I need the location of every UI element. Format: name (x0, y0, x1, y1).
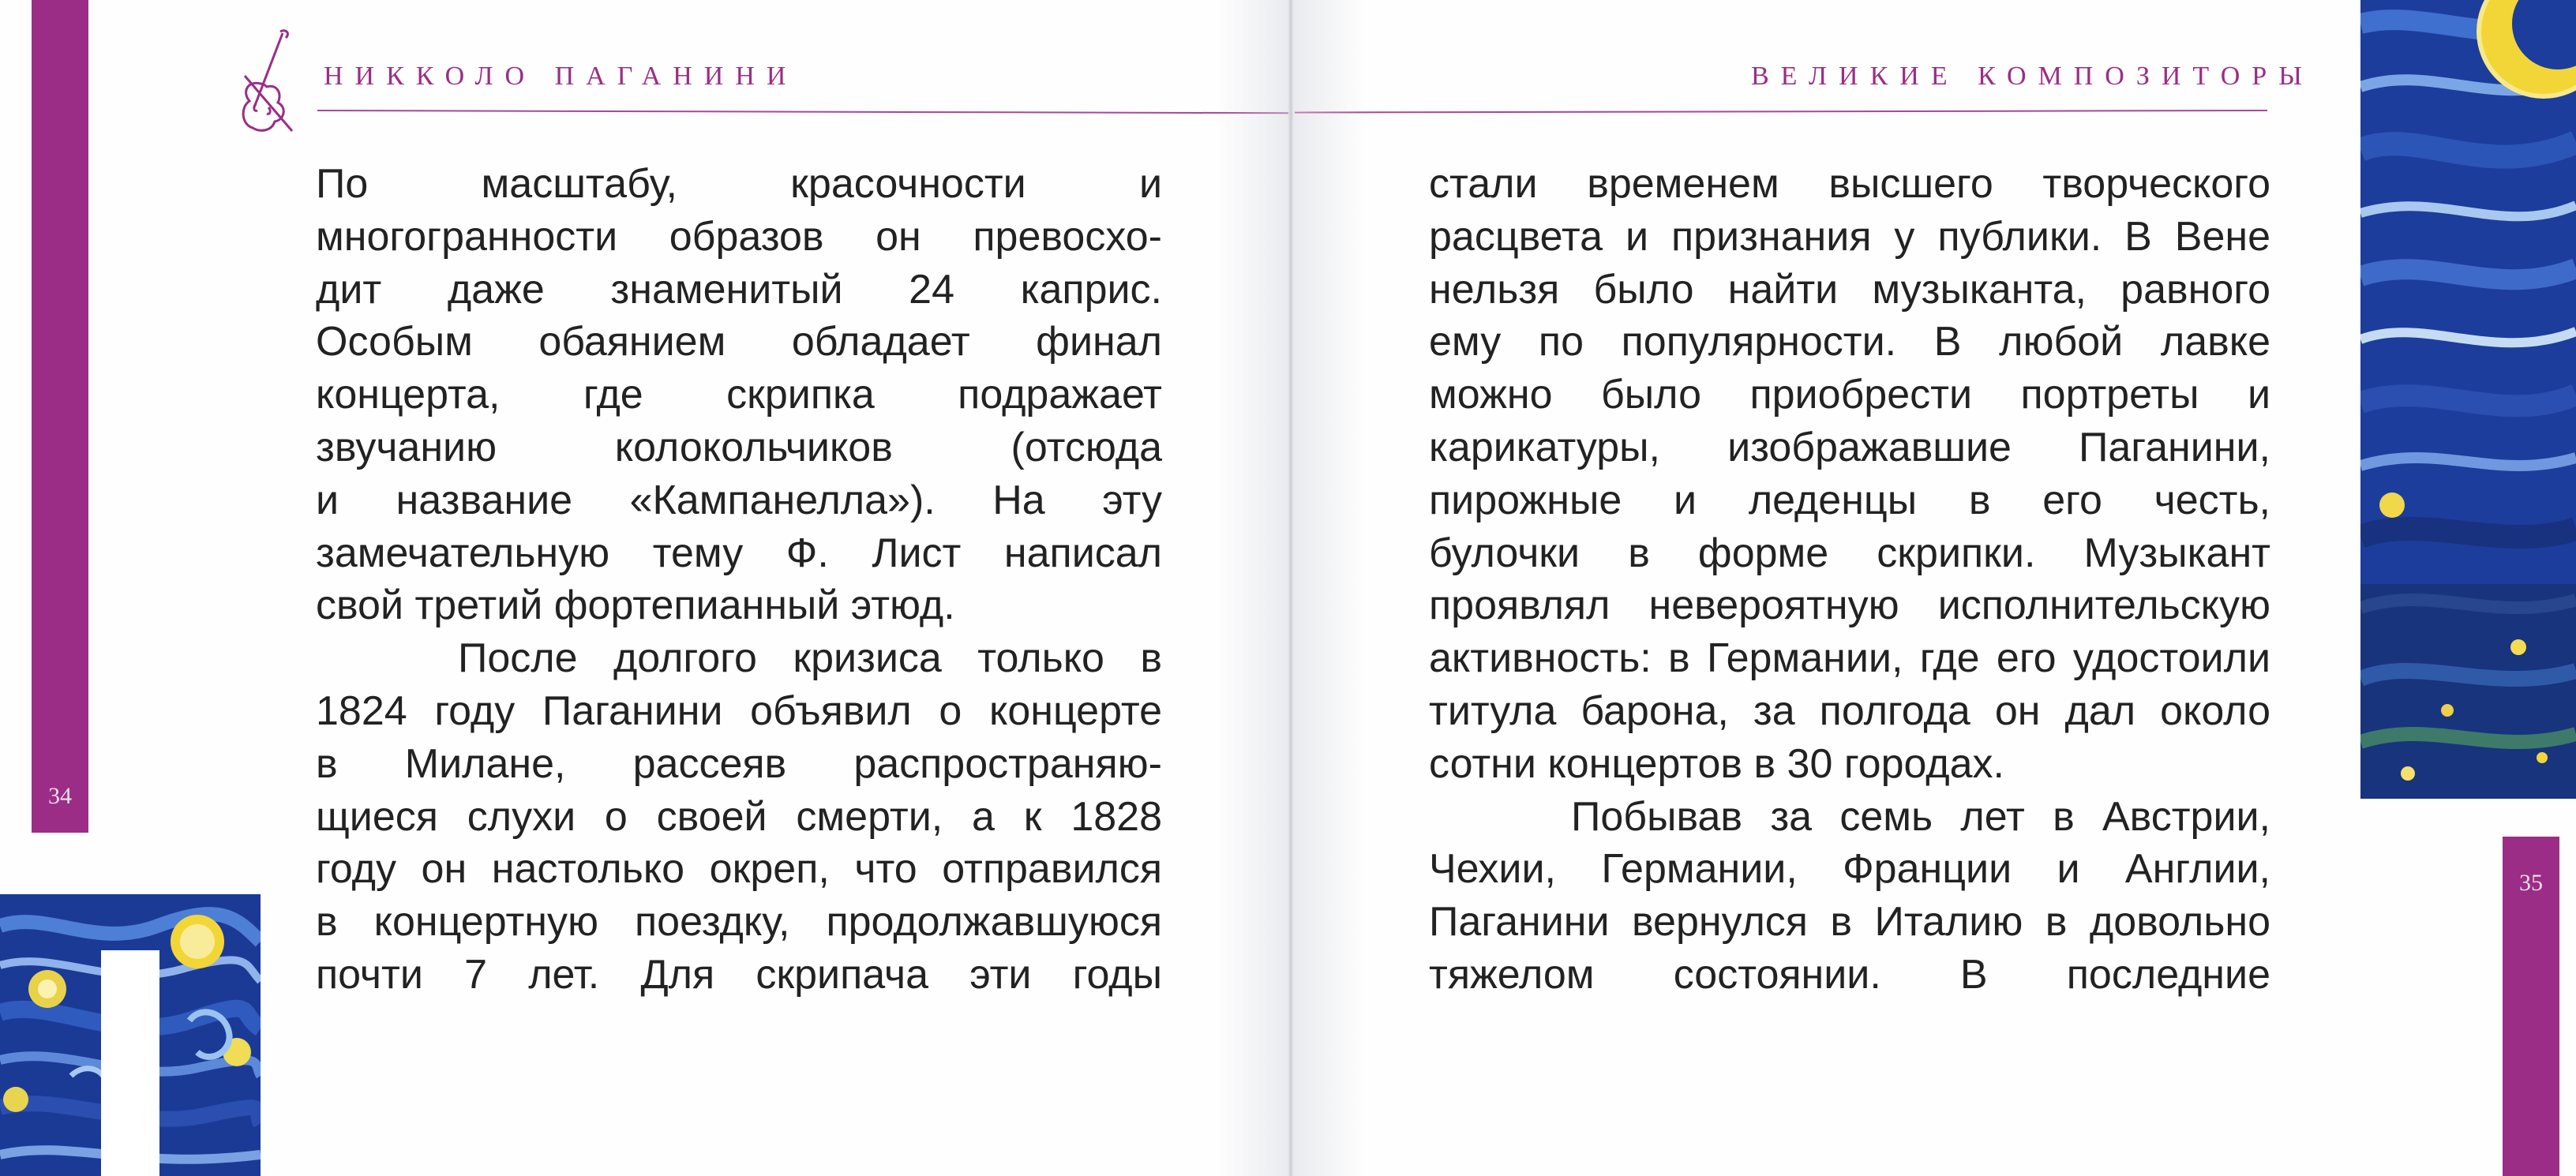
text-line: сотни концертов в 30 городах. (1429, 740, 2004, 787)
text-line: свой третий фортепианный этюд. (316, 582, 955, 629)
text-line: в концертную поездку, продолжавшуюся (316, 899, 1162, 946)
text-line: звучанию колокольчиков (отсюда (316, 424, 1162, 470)
text-line: проявлял невероятную исполнительскую (1429, 582, 2270, 629)
text-line: и название «Кампанелла»). На эту (316, 477, 1162, 523)
text-line: активность: в Германии, где его удостоили (1429, 635, 2270, 682)
text-line: Побывав за семь лет в Австрии, (1571, 793, 2270, 840)
text-line: Чехии, Германии, Франции и Англии, (1429, 846, 2270, 893)
left-accent-bar (32, 0, 88, 833)
painting-white-cutout (101, 950, 159, 1176)
text-line: ему по популярности. В любой лавке (1429, 319, 2270, 365)
text-line: замечательную тему Ф. Лист написал (316, 530, 1162, 576)
left-running-head: НИККОЛО ПАГАНИНИ (324, 62, 798, 91)
text-line: карикатуры, изображавшие Паганини, (1429, 424, 2270, 470)
text-line: дит даже знаменитый 24 каприс. (316, 266, 1162, 313)
text-line: 1824 году Паганини объявил о концерте (316, 687, 1162, 734)
text-line: щиеся слухи о своей смерти, а к 1828 (316, 793, 1162, 840)
text-line: После долгого кризиса только в (458, 635, 1162, 682)
starry-night-painting-strip (2360, 0, 2576, 799)
text-line: многогранности образов он превосхо- (316, 213, 1162, 260)
violin-icon (237, 28, 297, 147)
text-line: нельзя было найти музыканта, равного (1429, 266, 2270, 313)
text-line: расцвета и признания у публики. В Вене (1429, 213, 2270, 260)
left-page-body (316, 158, 1162, 1002)
right-page-number: 35 (2519, 870, 2543, 896)
left-header-rule (317, 110, 1288, 114)
text-line: можно было приобрести портреты и (1429, 372, 2270, 418)
text-line: пирожные и леденцы в его честь, (1429, 477, 2270, 523)
left-page-number: 34 (48, 783, 72, 809)
text-line: Паганини вернулся в Италию в довольно (1429, 899, 2270, 946)
text-line: титула барона, за полгода он дал около (1429, 687, 2270, 734)
right-running-head: ВЕЛИКИЕ КОМПОЗИТОРЫ (1751, 62, 2314, 91)
text-line: Особым обаянием обладает финал (316, 319, 1162, 365)
text-line: По масштабу, красочности и (316, 161, 1162, 207)
right-page-body (1429, 158, 2270, 1002)
text-line: почти 7 лет. Для скрипача эти годы (316, 951, 1162, 998)
text-line: стали временем высшего творческого (1429, 161, 2270, 207)
text-line: булочки в форме скрипки. Музыкант (1429, 530, 2270, 576)
text-line: тяжелом состоянии. В последние (1429, 951, 2270, 998)
text-line: в Милане, рассеяв распространяю- (316, 740, 1162, 787)
text-line: концерта, где скрипка подражает (316, 372, 1162, 418)
text-line: году он настолько окреп, что отправился (316, 846, 1162, 893)
